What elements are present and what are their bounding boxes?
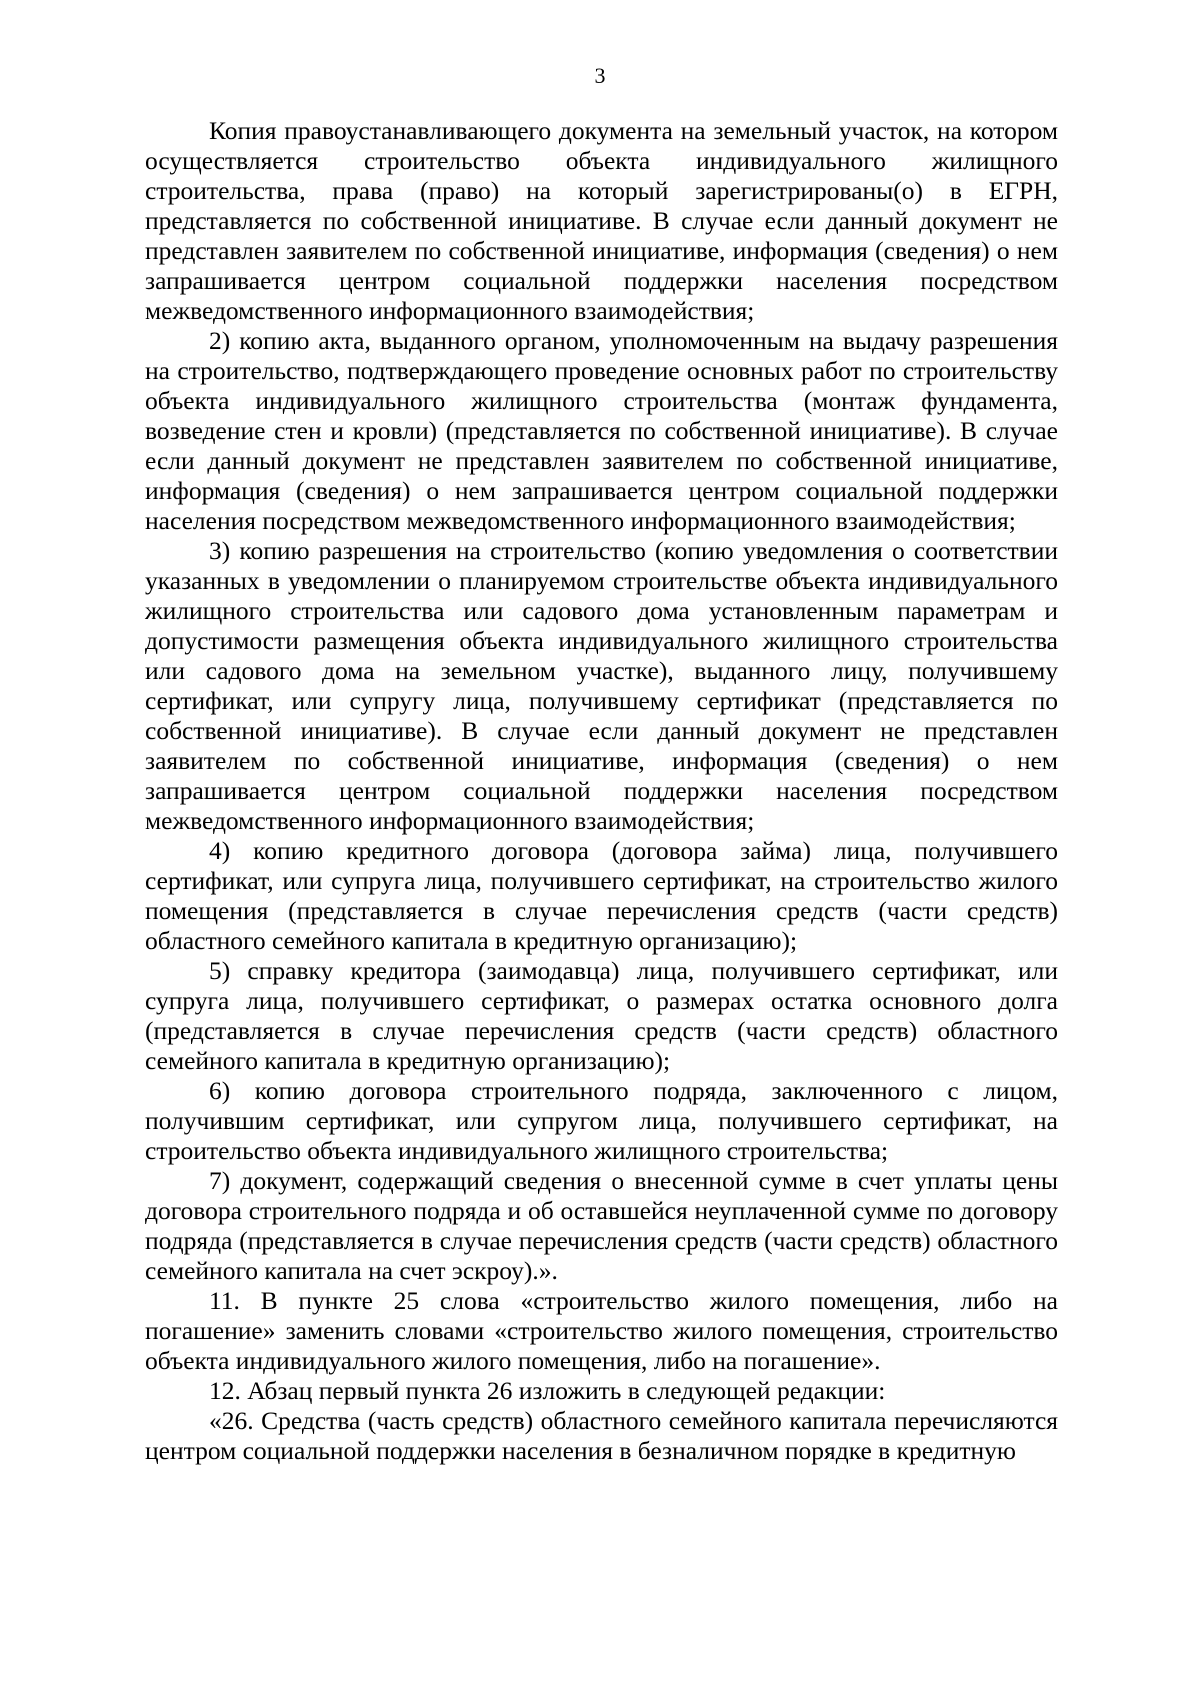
page-number: 3 xyxy=(594,63,606,88)
paragraph-amendment-11: 11. В пункте 25 слова «строительство жилого помещения, либо на погашение» заменить словами «строительство жилого помещения, строительство объекта индивидуального жилого помещения, либо на погашение». xyxy=(145,1286,1058,1375)
paragraph-item-7: 7) документ, содержащий сведения о внесенной сумме в счет уплаты цены договора строительного подряда и об оставшейся неуплаченной сумме по договору подряда (представляется в случае перечисления средств (части средств) областного семейного капитала на счет эскроу).». xyxy=(145,1166,1058,1285)
paragraph-item-6: 6) копию договора строительного подряда, заключенного с лицом, получившим сертификат, или супругом лица, получившего сертификат, на строительство объекта индивидуального жилищного строительства; xyxy=(145,1076,1058,1165)
paragraph-item-4: 4) копию кредитного договора (договора займа) лица, получившего сертификат, или супруга лица, получившего сертификат, на строительство жилого помещения (представляется в случае перечисления средств (части средств) областного семейного капитала в кредитную организацию); xyxy=(145,836,1058,955)
paragraph-item-3: 3) копию разрешения на строительство (копию уведомления о соответствии указанных в уведомлении о планируемом строительстве объекта индивидуального жилищного строительства или садового дома установленным параметрам и допустимости размещения объекта индивидуального жилищного строительства или садового дома на земельном участке), выданного лицу, получившему сертификат, или супругу лица, получившему сертификат (представляется по собственной инициативе). В случае если данный документ не представлен заявителем по собственной инициативе, информация (сведения) о нем запрашивается центром социальной поддержки населения посредством межведомственного информационного взаимодействия; xyxy=(145,536,1058,835)
document-body xyxy=(145,116,1058,1466)
paragraph-land-title-document: Копия правоустанавливающего документа на земельный участок, на котором осуществляется строительство объекта индивидуального жилищного строительства, права (право) на который зарегистрированы(о) в ЕГРН, представляется по собственной инициативе. В случае если данный документ не представлен заявителем по собственной инициативе, информация (сведения) о нем запрашивается центром социальной поддержки населения посредством межведомственного информационного взаимодействия; xyxy=(145,116,1058,325)
paragraph-item-5: 5) справку кредитора (заимодавца) лица, получившего сертификат, или супруга лица, получившего сертификат, о размерах остатка основного долга (представляется в случае перечисления средств (части средств) областного семейного капитала в кредитную организацию); xyxy=(145,956,1058,1075)
paragraph-item-2: 2) копию акта, выданного органом, уполномоченным на выдачу разрешения на строительство, подтверждающего проведение основных работ по строительству объекта индивидуального жилищного строительства (монтаж фундамента, возведение стен и кровли) (представляется по собственной инициативе). В случае если данный документ не представлен заявителем по собственной инициативе, информация (сведения) о нем запрашивается центром социальной поддержки населения посредством межведомственного информационного взаимодействия; xyxy=(145,326,1058,535)
paragraph-amendment-12: 12. Абзац первый пункта 26 изложить в следующей редакции: xyxy=(209,1376,886,1405)
paragraph-clause-26: «26. Средства (часть средств) областного семейного капитала перечисляются центром социальной поддержки населения в безналичном порядке в кредитную xyxy=(145,1406,1058,1465)
